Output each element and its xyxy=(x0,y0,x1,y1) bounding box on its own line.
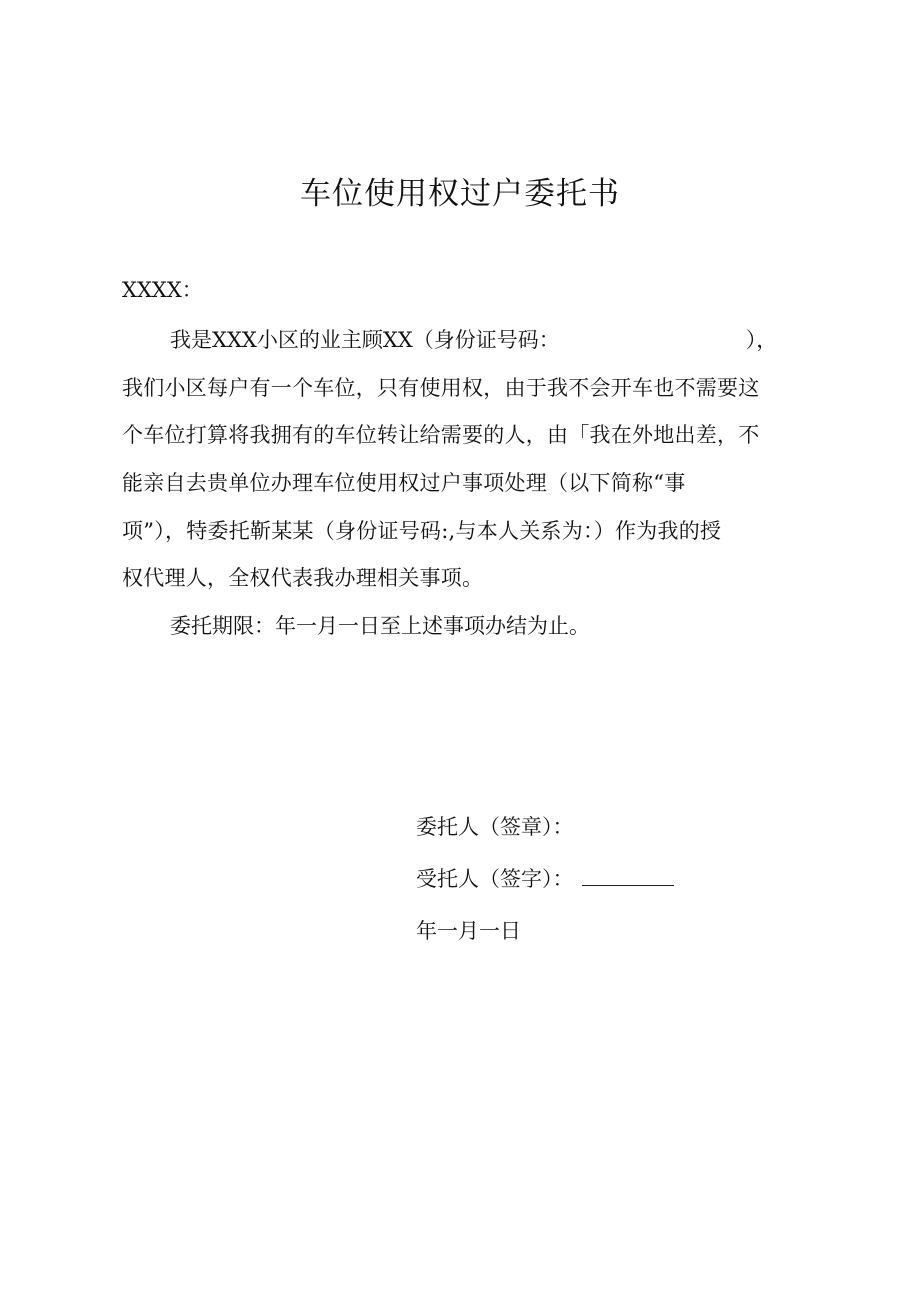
paragraph-line: 项”），特委托靳某某（身份证号码:,与本人关系为：）作为我的授 xyxy=(122,519,722,543)
paragraph-line: 能亲自去贵单位办理车位使用权过户事项处理（以下简称“事 xyxy=(122,471,686,495)
paragraph-line: 我们小区每户有一个车位，只有使用权，由于我不会开车也不需要这 xyxy=(122,376,760,400)
salutation: XXXX： xyxy=(122,278,203,302)
agent-signature-row xyxy=(416,864,674,894)
id-number-close: ）， xyxy=(745,328,778,352)
signature-blank-line[interactable] xyxy=(582,865,674,886)
id-number-label: 我是XXX小区的业主顾XX（身份证号码： xyxy=(170,328,560,352)
paragraph-line: 个车位打算将我拥有的车位转让给需要的人，由「我在外地出差，不 xyxy=(122,423,760,447)
paragraph-line: 权代理人，全权代表我办理相关事项。 xyxy=(122,566,484,590)
paragraph-line xyxy=(170,325,777,355)
principal-signature-label: 委托人（签章）： xyxy=(416,815,574,839)
signature-date: 年一月一日 xyxy=(416,919,521,943)
document-title: 车位使用权过户委托书 xyxy=(300,176,620,212)
agent-signature-label: 受托人（签字）： xyxy=(416,867,574,891)
entrustment-period: 委托期限：年一月一日至上述事项办结为止。 xyxy=(170,614,590,638)
